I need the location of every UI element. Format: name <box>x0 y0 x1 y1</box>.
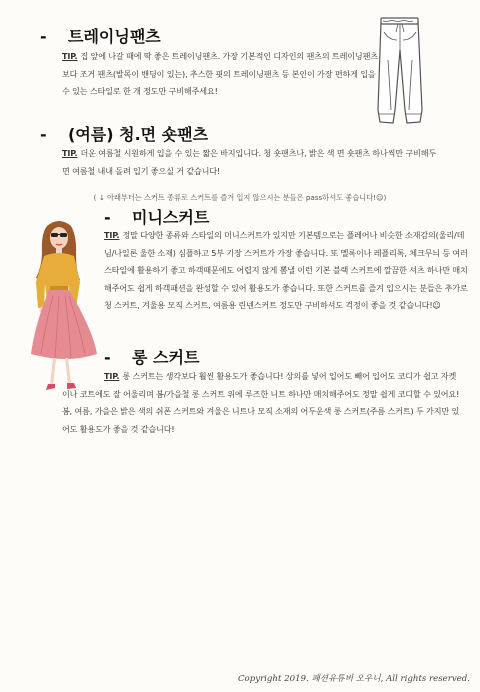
tip-body <box>62 51 378 96</box>
heading-dash: - <box>104 208 111 227</box>
tip-text: 집 앞에 나갈 때에 딱 좋은 트레이닝팬츠. 가장 기본적인 디자인의 팬츠의 트레이닝팬츠보다 조거 팬츠(발목이 밴딩이 있는), 추스한 핏의 트레이닝팬츠 등 본인이 가장 편하게 입을 수 있는 스타일로 한 개 정도만 구비해주세요! <box>62 51 378 96</box>
tip-text: 더운 여름철 시원하게 입을 수 있는 짧은 바지입니다. 청 숏팬츠나, 밝은 색 면 숏팬츠 하나씩만 구비해두면 여름철 내내 돌려 입기 좋으실 거 같습니다! <box>62 148 437 176</box>
tip-text: 롱 스커트는 생각보다 훨씬 활용도가 좋습니다! 상의를 넣어 입어도 빼어 입어도 코디가 쉽고 자켓이나 코트에도 잘 어울리며 봄/가을철 롱 스커트 위에 루즈한 니트 하나만 매치해주어도 정말 쉽게 코디할 수 있어요! 봄, 여름, 가을은 밝은 색의 쉬폰 스커트와 겨울은 니트나 모직 소재의 어두운색 롱 스커트(주름 스커트) 두 가지만 있어도 활용도가 좋을 것 같습니다! <box>62 371 460 434</box>
heading-text: (여름) 청.면 숏팬츠 <box>68 125 209 144</box>
tip-label: TIP. <box>104 230 120 240</box>
training-pants-illustration <box>370 10 430 130</box>
tip-long-skirt <box>62 368 462 438</box>
tip-training-pants <box>62 48 382 101</box>
tip-mini-skirt <box>104 227 474 315</box>
section-title-short-pants <box>40 122 208 145</box>
tip-body <box>62 148 436 176</box>
tip-label: TIP. <box>62 148 78 158</box>
heading-text: 롱 스커트 <box>132 348 200 367</box>
section-title-long-skirt <box>104 345 199 368</box>
heading-text: 트레이닝팬츠 <box>68 27 161 46</box>
section-title-mini-skirt <box>104 205 209 228</box>
copyright-footer: Copyright 2019. 패션유튜버 오우니, All rights reserved. <box>237 674 470 684</box>
heading-dash: - <box>40 125 47 144</box>
tip-body <box>62 371 459 434</box>
heading-text: 미니스커트 <box>132 208 210 227</box>
skirt-section-note: ( ↓ 아래부터는 스커트 종류로 스커트를 즐겨 입지 않으시는 분들은 pass하셔도 좋습니다!☺) <box>93 193 387 202</box>
section-title-training-pants <box>40 24 161 47</box>
tip-body <box>104 230 468 310</box>
tip-label: TIP. <box>62 51 78 61</box>
tip-short-pants <box>62 145 437 180</box>
heading-dash: - <box>104 348 111 367</box>
tip-text: 정말 다양한 종류와 스타일의 미니스커트가 있지만 기본템으로는 플레어나 비슷한 소재감의(울리/데님/나일론 울한 소재) 심플하고 5부 기장 스커트가 가장 좋습니다. 또 멜록이나 레플리톡, 체크무늬 등 여러 스타일에 활용하기 좋고 하객때문에도 어렵지 않게 뽐낼 이런 기본 블랙 스커트에 깔끔한 셔츠 하나만 매치해주어도 쉽게 하객패션을 완성할 수 있어 활용도가 좋습니다. 또한 스커트를 즐겨 입으시는 분들은 추가로 청 스커트, 겨울용 모직 스커트, 여름용 린넨스커트 정도만 구비하셔도 걱정이 좋을 것 같습니다!☺ <box>104 230 468 310</box>
tip-label: TIP. <box>104 371 120 381</box>
heading-dash: - <box>40 27 47 46</box>
